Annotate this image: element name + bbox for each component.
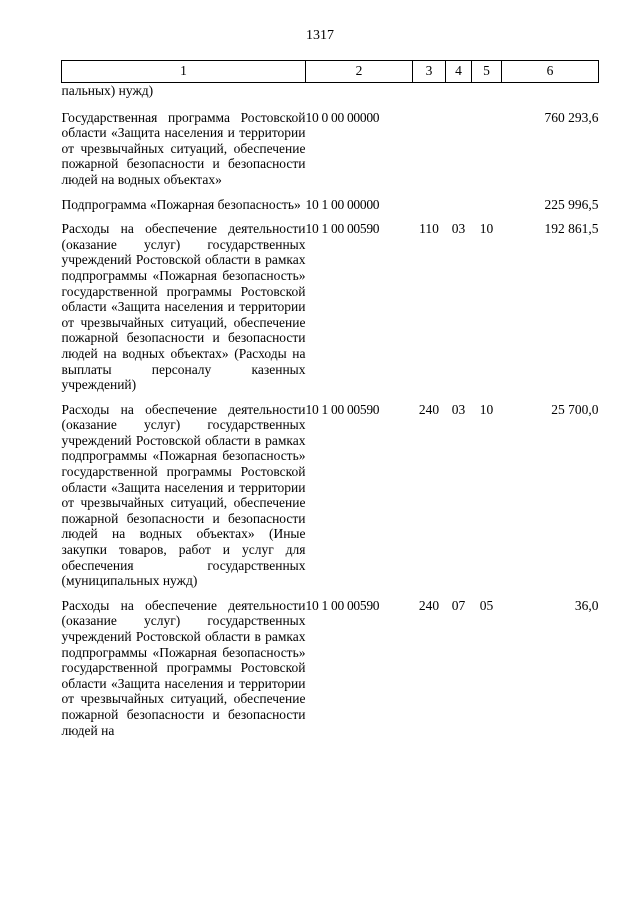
row-subsection: 10 [479,401,494,417]
row-subsection: 05 [479,597,494,613]
page-number: 1317 [306,28,334,43]
row-section [446,103,472,188]
row-subsection [472,103,502,188]
row-expense-type [413,188,446,213]
row-name: Расходы на обеспечение деятельности (оказание услуг) государственных учреждений Ростовской области в рамках подпрограммы «Пожарная безопасность» государственной программы Ростовской области «Защита населения и территории от чрезвычайных ситуаций, обеспечение пожарной безопасности и безопасности людей на [61,597,306,738]
table-row [62,188,599,213]
table-header [62,61,599,83]
header-col-1: 1 [62,61,306,83]
row-code: 10 1 00 00590 [305,221,380,237]
row-name: Расходы на обеспечение деятельности (оказание услуг) государственных учреждений Ростовской области в рамках подпрограммы «Пожарная безопасность» государственной программы Ростовской области «Защита населения и территории от чрезвычайных ситуаций, обеспечение пожарной безопасности и безопасности людей на водных объектах» (Расходы на выплаты персоналу казенных учреждений) [61,221,306,393]
row-subsection: 10 [479,221,494,237]
row-expense-type: 110 [419,221,439,237]
row-code: 10 1 00 00590 [305,401,380,417]
header-col-6: 6 [502,61,599,83]
row-section: 03 [451,401,466,417]
row-section: 07 [451,597,466,613]
row-sum: 192 861,5 [544,221,599,237]
table-row [62,393,599,589]
table-row [62,212,599,393]
budget-table [61,60,599,738]
header-col-3: 3 [413,61,446,83]
row-sum: 760 293,6 [544,109,599,125]
table-body [62,83,599,739]
header-col-2: 2 [306,61,413,83]
header-col-4: 4 [446,61,472,83]
row-sum: 25 700,0 [551,401,599,417]
row-expense-type: 240 [418,597,440,613]
continuation-row [62,83,599,103]
row-sum: 36,0 [574,597,599,613]
row-code: 10 0 00 00000 [305,109,380,125]
row-name: Подпрограмма «Пожарная безопасность» [61,196,301,212]
row-section: 03 [451,221,466,237]
row-expense-type: 240 [418,401,440,417]
table-row [62,589,599,738]
table-row [62,103,599,188]
row-name: Государственная программа Ростовской области «Защита населения и территории от чрезвычайных ситуаций, обеспечение пожарной безопасности и безопасности людей на водных объектах» [61,109,306,187]
row-name: Расходы на обеспечение деятельности (оказание услуг) государственных учреждений Ростовской области в рамках подпрограммы «Пожарная безопасность» государственной программы Ростовской области «Защита населения и территории от чрезвычайных ситуаций, обеспечение пожарной безопасности и безопасности людей на водных объектах» (Иные закупки товаров, работ и услуг для обеспечения государственных (муниципальных нужд) [61,401,306,589]
row-subsection [472,188,502,213]
header-col-5: 5 [472,61,502,83]
row-code: 10 1 00 00590 [305,597,380,613]
row-expense-type [413,103,446,188]
continuation-text: пальных) нужд) [61,83,154,98]
row-section [446,188,472,213]
row-sum: 225 996,5 [544,196,599,212]
row-code: 10 1 00 00000 [305,196,380,212]
header-row [62,61,599,83]
